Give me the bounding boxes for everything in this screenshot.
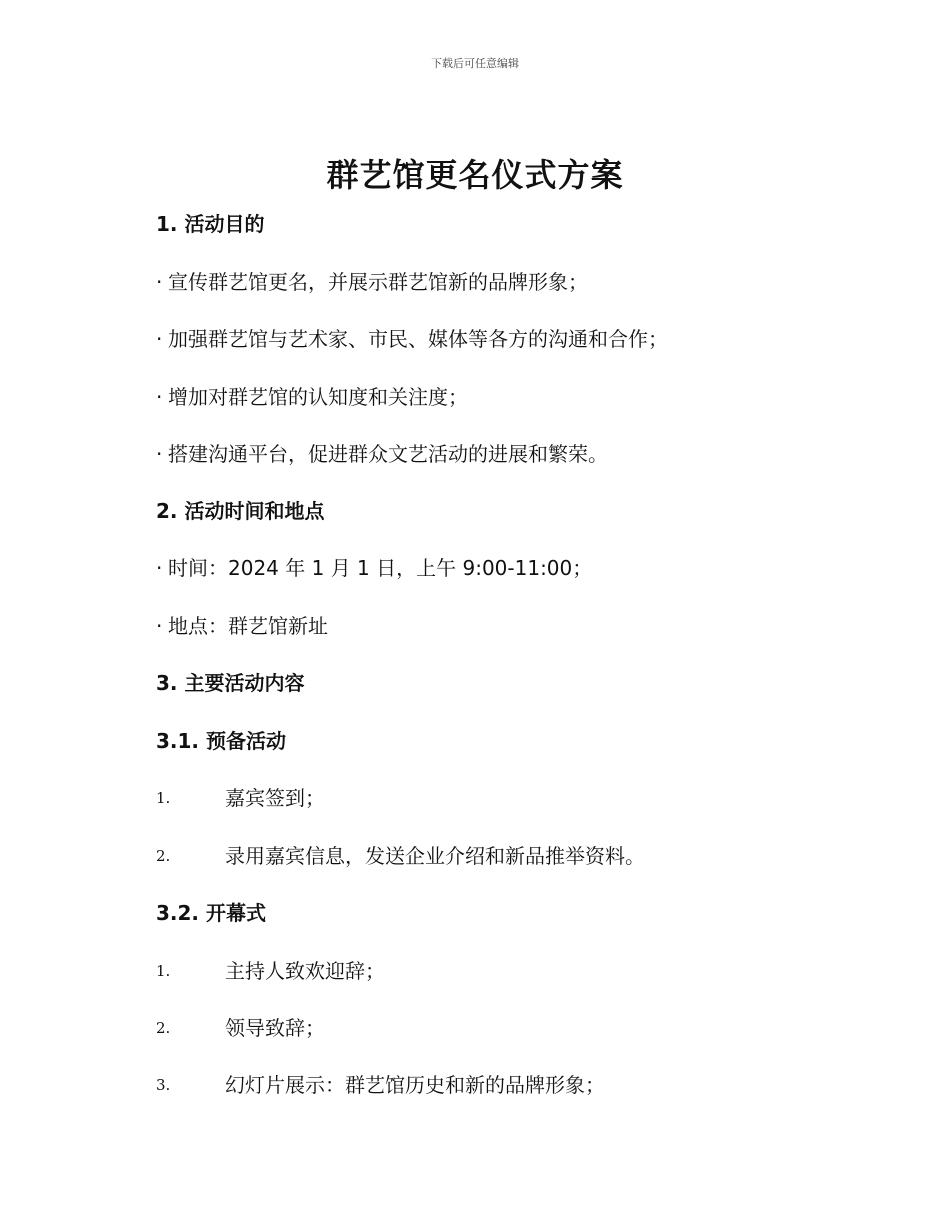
bullet-dot: · (156, 614, 163, 638)
item-number: 3. (156, 1076, 171, 1094)
item-number: 2. (156, 847, 171, 865)
bullet-item (156, 552, 592, 581)
bullet-text: 增加对群艺馆的认知度和关注度； (168, 385, 468, 409)
item-number: 2. (156, 1019, 171, 1037)
item-text: 录用嘉宾信息，发送企业介绍和新品推举资料。 (225, 844, 645, 868)
section-heading-purpose: 1. 活动目的 (156, 212, 265, 236)
bullet-item (156, 610, 328, 639)
numbered-item (156, 840, 645, 869)
bullet-dot: · (156, 385, 163, 409)
item-text: 领导致辞； (225, 1016, 325, 1040)
bullet-text: 宣传群艺馆更名，并展示群艺馆新的品牌形象； (168, 270, 588, 294)
bullet-item (156, 381, 468, 410)
bullet-dot: · (156, 556, 163, 580)
item-number: 1. (156, 962, 171, 980)
subsection-heading-preparation: 3.1. 预备活动 (156, 729, 286, 753)
item-text: 嘉宾签到； (225, 786, 325, 810)
item-text: 主持人致欢迎辞； (225, 959, 385, 983)
numbered-item (156, 782, 325, 811)
bullet-item (156, 266, 588, 295)
item-text: 幻灯片展示：群艺馆历史和新的品牌形象； (225, 1073, 605, 1097)
bullet-text: 时间：2024 年 1 月 1 日，上午 9:00-11:00； (168, 556, 593, 580)
bullet-item (156, 323, 668, 352)
bullet-item (156, 438, 608, 467)
bullet-text: 地点：群艺馆新址 (168, 614, 328, 638)
bullet-text: 搭建沟通平台，促进群众文艺活动的进展和繁荣。 (168, 442, 608, 466)
document-title: 群艺馆更名仪式方案 (326, 156, 624, 194)
subsection-heading-opening: 3.2. 开幕式 (156, 901, 266, 925)
numbered-item (156, 1012, 325, 1041)
section-heading-main-content: 3. 主要活动内容 (156, 671, 305, 695)
numbered-item (156, 1069, 605, 1098)
bullet-text: 加强群艺馆与艺术家、市民、媒体等各方的沟通和合作； (168, 327, 668, 351)
header-note: 下载后可任意编辑 (431, 57, 519, 70)
item-number: 1. (156, 789, 171, 807)
bullet-dot: · (156, 270, 163, 294)
bullet-dot: · (156, 442, 163, 466)
numbered-item (156, 955, 385, 984)
bullet-dot: · (156, 327, 163, 351)
section-heading-time-place: 2. 活动时间和地点 (156, 499, 325, 523)
